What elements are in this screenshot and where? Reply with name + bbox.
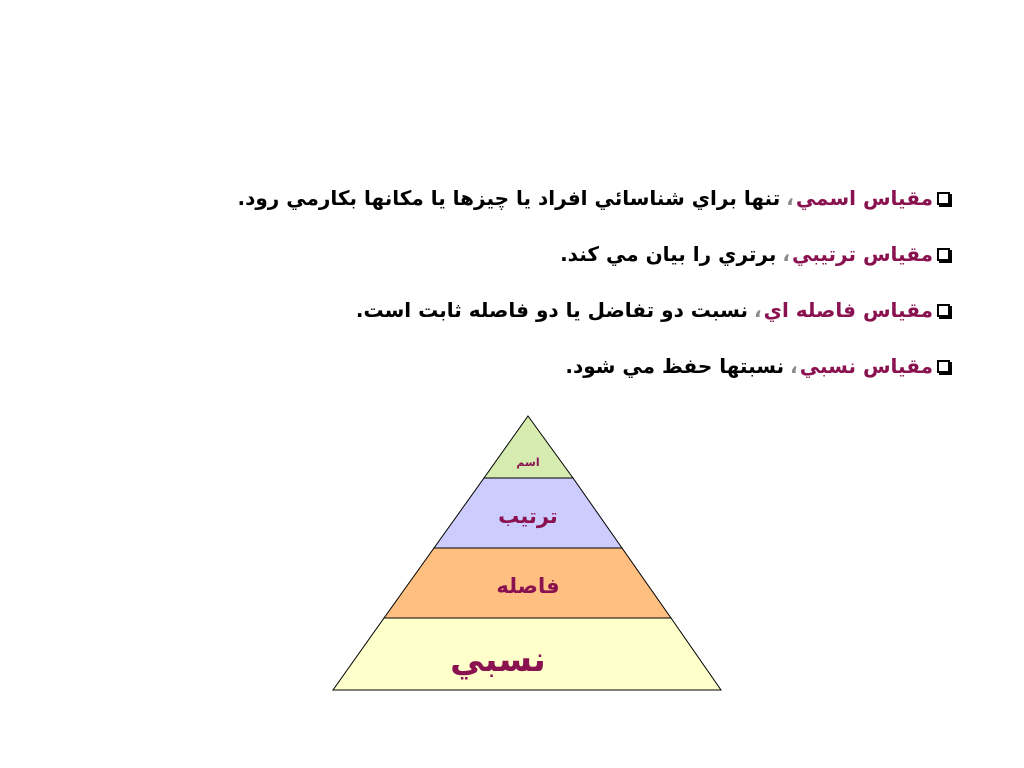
bullet-separator: ، xyxy=(782,242,790,266)
pyramid-label-ordinal: ترتيب xyxy=(498,504,558,528)
bullet-separator: ، xyxy=(754,298,762,322)
bullet-term: مقياس اسمي xyxy=(795,186,933,210)
bullet-description: برتري را بيان مي كند xyxy=(567,242,777,266)
bullet-period: . xyxy=(355,298,364,322)
bullet-description: نسبتها حفظ مي شود xyxy=(573,354,785,378)
bullet-period: . xyxy=(565,354,573,378)
pyramid-label-nominal: اسم xyxy=(516,456,540,469)
bullet-separator: ، xyxy=(786,186,794,210)
bullet-description: نسبت دو تفاضل يا دو فاصله ثابت است xyxy=(363,298,748,322)
pyramid-label-ratio: نسبي xyxy=(450,640,546,680)
bullet-description: تنها براي شناسائي افراد يا چيزها يا مكانها بكارمي رود xyxy=(245,186,781,210)
bullet-term: مقياس نسبي xyxy=(799,354,933,378)
bullet-period: . xyxy=(560,242,568,266)
bullet-term: مقياس فاصله اي xyxy=(763,298,933,322)
bullet-term: مقياس ترتيبي xyxy=(791,242,933,266)
pyramid-label-interval: فاصله xyxy=(496,574,560,598)
bullet-period: . xyxy=(237,186,246,210)
bullet-separator: ، xyxy=(790,354,798,378)
